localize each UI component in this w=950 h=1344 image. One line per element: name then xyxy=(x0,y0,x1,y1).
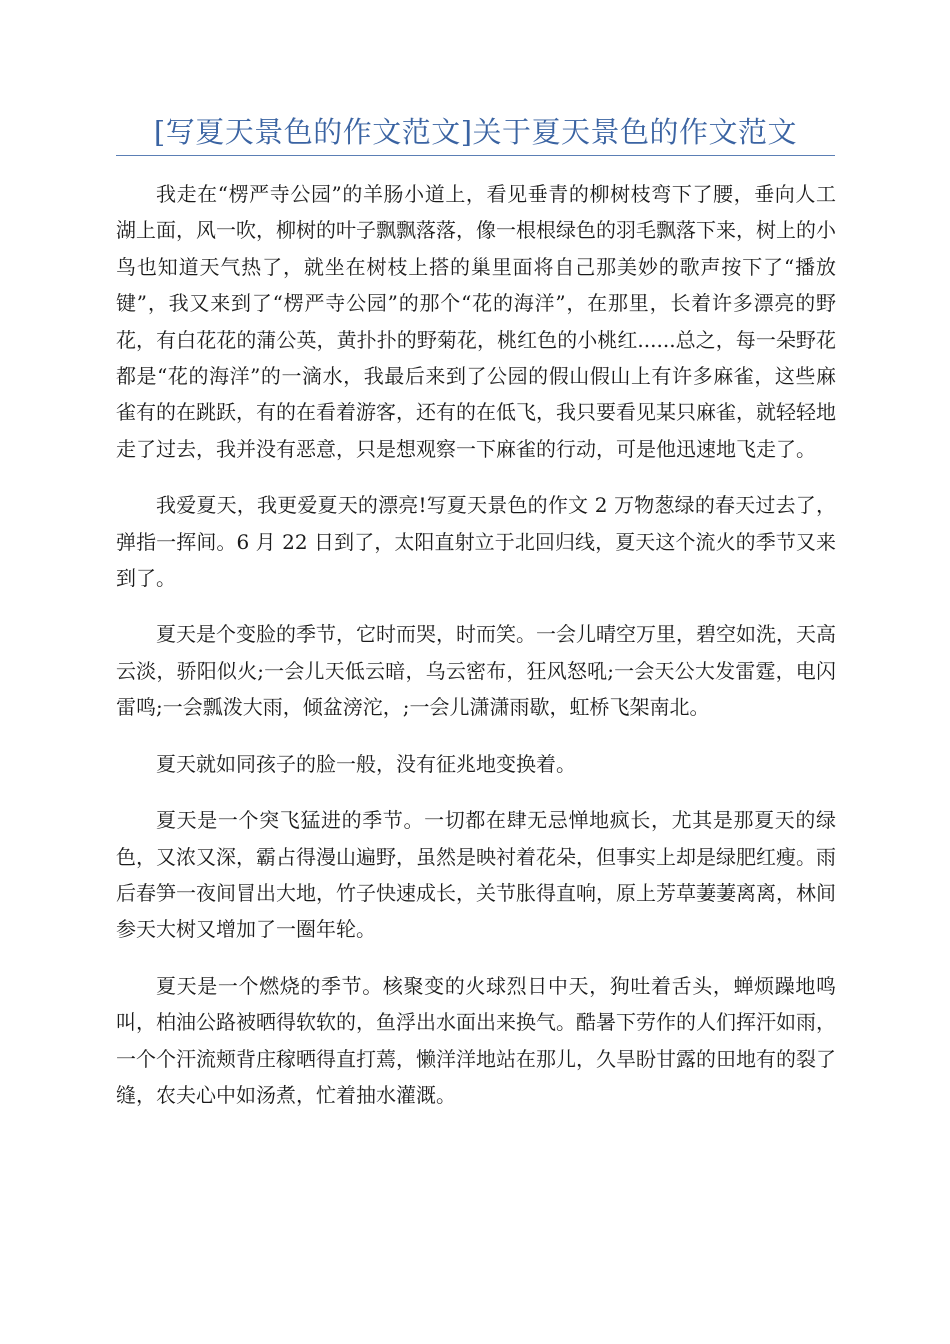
title-underline-rule xyxy=(116,155,835,156)
paragraph-6: 夏天是一个燃烧的季节。核聚变的火球烈日中天，狗吐着舌头，蝉烦躁地鸣叫，柏油公路被晒得软软的，鱼浮出水面出来换气。酷暑下劳作的人们挥汗如雨，一个个汗流颊背庄稼晒得直打蔫，懒洋洋地站在那儿，久旱盼甘露的田地有的裂了缝，农夫心中如汤煮，忙着抽水灌溉。 xyxy=(116,973,836,1107)
document-body xyxy=(116,176,836,1133)
paragraph-4: 夏天就如同孩子的脸一般，没有征兆地变换着。 xyxy=(156,751,576,776)
paragraph-2: 我爱夏天，我更爱夏天的漂亮!写夏天景色的作文 2 万物葱绿的春天过去了，弹指一挥间。6 月 22 日到了，太阳直射立于北回归线，夏天这个流火的季节又来到了。 xyxy=(116,493,836,591)
document-title: [写夏天景色的作文范文]关于夏天景色的作文范文 xyxy=(153,115,798,149)
paragraph-3: 夏天是个变脸的季节，它时而哭，时而笑。一会儿晴空万里，碧空如洗，天高云淡，骄阳似火;一会儿天低云暗，乌云密布，狂风怒吼;一会天公大发雷霆，电闪雷鸣;一会瓢泼大雨，倾盆滂沱，;一会儿潇潇雨歇，虹桥飞架南北。 xyxy=(116,622,836,720)
paragraph-1: 我走在“楞严寺公园”的羊肠小道上，看见垂青的柳树枝弯下了腰，垂向人工湖上面，风一吹，柳树的叶子飘飘落落，像一根根绿色的羽毛飘落下来，树上的小鸟也知道天气热了，就坐在树枝上搭的巢里面将自己那美妙的歌声按下了“播放键”，我又来到了“楞严寺公园”的那个“花的海洋”，在那里，长着许多漂亮的野花，有白花花的蒲公英，黄扑扑的野菊花，桃红色的小桃红......总之，每一朵野花都是“花的海洋”的一滴水，我最后来到了公园的假山假山上有许多麻雀，这些麻雀有的在跳跃，有的在看着游客，还有的在低飞，我只要看见某只麻雀，就轻轻地走了过去，我并没有恶意，只是想观察一下麻雀的行动，可是他迅速地飞走了。 xyxy=(116,182,836,461)
paragraph-5: 夏天是一个突飞猛进的季节。一切都在肆无忌惮地疯长，尤其是那夏天的绿色，又浓又深，霸占得漫山遍野，虽然是映衬着花朵，但事实上却是绿肥红瘦。雨后春笋一夜间冒出大地，竹子快速成长，关节胀得直响，原上芳草萋萋离离，林间参天大树又增加了一圈年轮。 xyxy=(116,808,836,942)
